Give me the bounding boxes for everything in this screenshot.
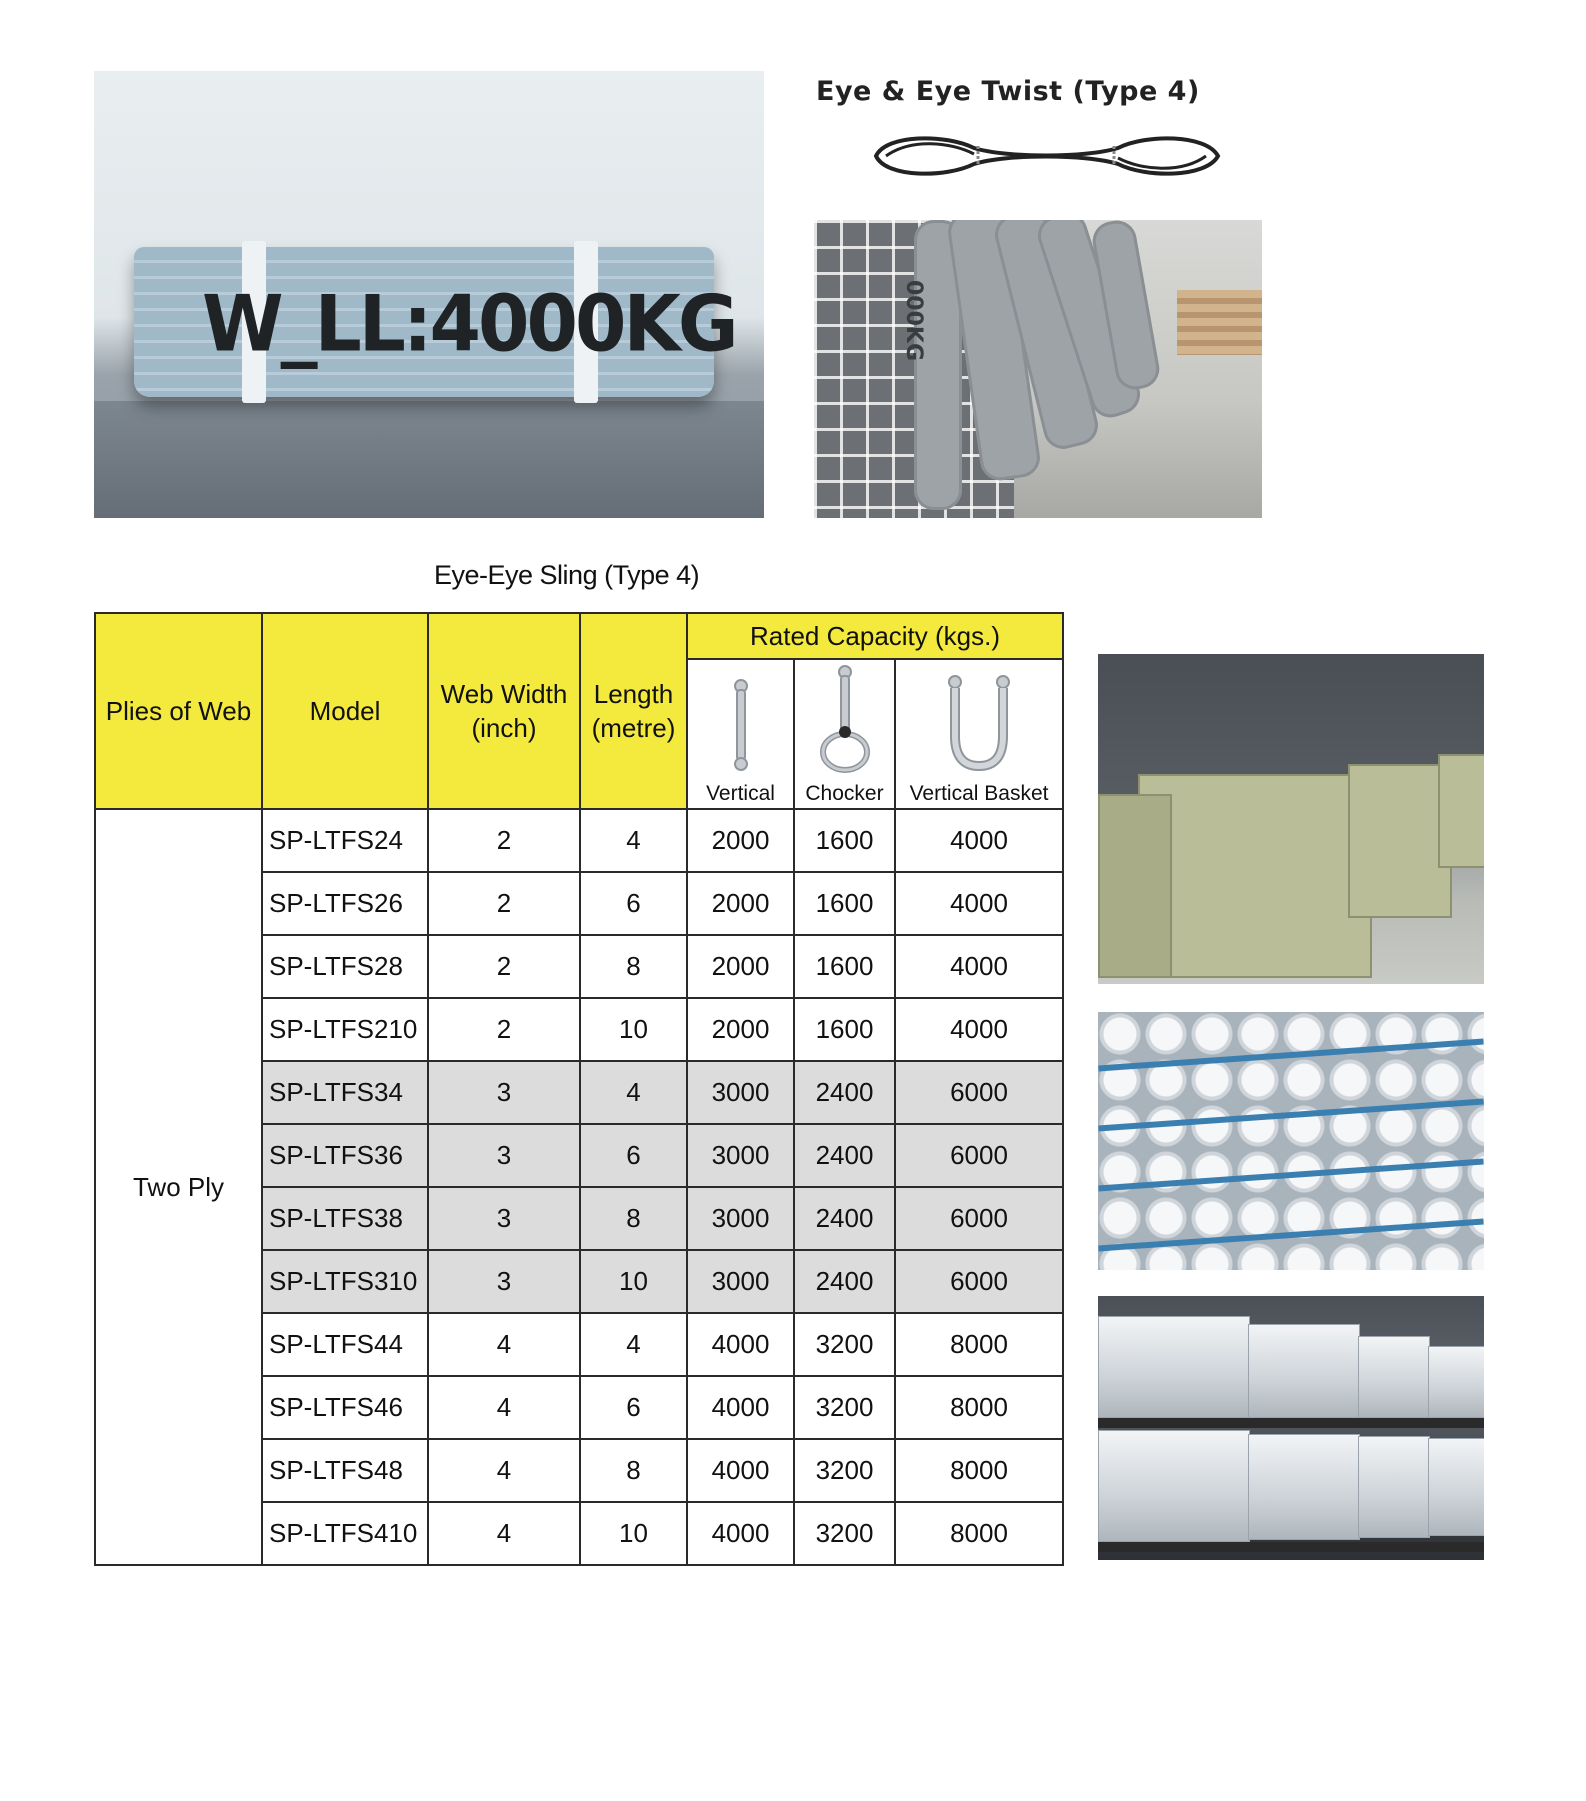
chocker-cell: 3200 bbox=[794, 1439, 895, 1502]
basket-cell: 6000 bbox=[895, 1250, 1063, 1313]
chocker-cell: 1600 bbox=[794, 935, 895, 998]
basket-cell: 8000 bbox=[895, 1376, 1063, 1439]
model-cell: SP-LTFS24 bbox=[262, 809, 428, 872]
product-photo-rack bbox=[814, 220, 1262, 518]
photo-pallet-skid bbox=[1098, 1418, 1484, 1428]
basket-cell: 4000 bbox=[895, 872, 1063, 935]
choker-hitch-icon bbox=[815, 664, 875, 774]
basket-cell: 4000 bbox=[895, 998, 1063, 1061]
length-cell: 10 bbox=[580, 1250, 687, 1313]
chocker-cell: 2400 bbox=[794, 1124, 895, 1187]
header-web-width bbox=[428, 613, 580, 809]
basket-cell: 4000 bbox=[895, 809, 1063, 872]
photo-loom-machine bbox=[1348, 764, 1452, 918]
header-vertical-basket-label: Vertical Basket bbox=[909, 782, 1049, 805]
vertical-cell: 3000 bbox=[687, 1250, 794, 1313]
factory-photo-pallets bbox=[1098, 1296, 1484, 1560]
width-cell: 2 bbox=[428, 809, 580, 872]
header-chocker bbox=[794, 659, 895, 809]
basket-cell: 6000 bbox=[895, 1124, 1063, 1187]
photo-wrapped-pallet bbox=[1098, 1430, 1250, 1542]
basket-cell: 8000 bbox=[895, 1313, 1063, 1376]
photo-pallet bbox=[1177, 290, 1262, 355]
header-vertical bbox=[687, 659, 794, 809]
header-vertical-label: Vertical bbox=[706, 782, 775, 805]
basket-cell: 8000 bbox=[895, 1502, 1063, 1565]
factory-photo-looms bbox=[1098, 654, 1484, 984]
basket-cell: 4000 bbox=[895, 935, 1063, 998]
basket-cell: 6000 bbox=[895, 1061, 1063, 1124]
model-cell: SP-LTFS34 bbox=[262, 1061, 428, 1124]
width-cell: 3 bbox=[428, 1187, 580, 1250]
chocker-cell: 2400 bbox=[794, 1187, 895, 1250]
photo-wrapped-pallet bbox=[1428, 1346, 1484, 1418]
chocker-cell: 3200 bbox=[794, 1376, 895, 1439]
header-length bbox=[580, 613, 687, 809]
photo-webbing-sling bbox=[134, 247, 736, 397]
vertical-cell: 4000 bbox=[687, 1313, 794, 1376]
header-length-line1: Length bbox=[593, 679, 674, 709]
photo-pallet-skid bbox=[1098, 1542, 1484, 1552]
width-cell: 3 bbox=[428, 1061, 580, 1124]
header-length-line2: (metre) bbox=[591, 713, 676, 743]
length-cell: 6 bbox=[580, 872, 687, 935]
width-cell: 4 bbox=[428, 1439, 580, 1502]
width-cell: 2 bbox=[428, 935, 580, 998]
length-cell: 10 bbox=[580, 1502, 687, 1565]
model-cell: SP-LTFS36 bbox=[262, 1124, 428, 1187]
header-chocker-label: Chocker bbox=[805, 782, 884, 805]
vertical-cell: 3000 bbox=[687, 1124, 794, 1187]
length-cell: 8 bbox=[580, 935, 687, 998]
table-row bbox=[95, 809, 1063, 872]
photo-wrapped-pallet bbox=[1428, 1438, 1484, 1536]
header-rated-capacity: Rated Capacity (kgs.) bbox=[687, 613, 1063, 659]
width-cell: 2 bbox=[428, 998, 580, 1061]
model-cell: SP-LTFS38 bbox=[262, 1187, 428, 1250]
model-cell: SP-LTFS210 bbox=[262, 998, 428, 1061]
chocker-cell: 3200 bbox=[794, 1313, 895, 1376]
photo-wrapped-pallet bbox=[1248, 1434, 1360, 1540]
plies-cell: Two Ply bbox=[95, 809, 262, 1565]
length-cell: 4 bbox=[580, 1061, 687, 1124]
vertical-cell: 2000 bbox=[687, 809, 794, 872]
header-model: Model bbox=[262, 613, 428, 809]
header-web-width-line1: Web Width bbox=[440, 679, 568, 709]
basket-cell: 8000 bbox=[895, 1439, 1063, 1502]
photo-table-surface bbox=[94, 401, 764, 518]
width-cell: 4 bbox=[428, 1313, 580, 1376]
factory-photo-yarn-spools bbox=[1098, 1012, 1484, 1270]
photo-loom-machine bbox=[1098, 794, 1172, 978]
model-cell: SP-LTFS410 bbox=[262, 1502, 428, 1565]
width-cell: 3 bbox=[428, 1124, 580, 1187]
length-cell: 4 bbox=[580, 1313, 687, 1376]
photo-sling-label: W_LL:4000KG bbox=[202, 278, 736, 370]
chocker-cell: 1600 bbox=[794, 809, 895, 872]
vertical-cell: 3000 bbox=[687, 1187, 794, 1250]
width-cell: 4 bbox=[428, 1502, 580, 1565]
vertical-cell: 2000 bbox=[687, 998, 794, 1061]
chocker-cell: 1600 bbox=[794, 998, 895, 1061]
header-plies: Plies of Web bbox=[95, 613, 262, 809]
width-cell: 3 bbox=[428, 1250, 580, 1313]
model-cell: SP-LTFS28 bbox=[262, 935, 428, 998]
model-cell: SP-LTFS26 bbox=[262, 872, 428, 935]
chocker-cell: 1600 bbox=[794, 872, 895, 935]
length-cell: 6 bbox=[580, 1124, 687, 1187]
chocker-cell: 2400 bbox=[794, 1061, 895, 1124]
length-cell: 8 bbox=[580, 1439, 687, 1502]
chocker-cell: 3200 bbox=[794, 1502, 895, 1565]
vertical-cell: 4000 bbox=[687, 1376, 794, 1439]
photo-wrapped-pallet bbox=[1358, 1336, 1430, 1418]
eye-eye-twist-diagram bbox=[856, 128, 1236, 184]
spec-table bbox=[94, 612, 1064, 1566]
vertical-cell: 2000 bbox=[687, 935, 794, 998]
header-web-width-line2: (inch) bbox=[471, 713, 537, 743]
vertical-cell: 2000 bbox=[687, 872, 794, 935]
basket-cell: 6000 bbox=[895, 1187, 1063, 1250]
width-cell: 4 bbox=[428, 1376, 580, 1439]
model-cell: SP-LTFS46 bbox=[262, 1376, 428, 1439]
basket-hitch-icon bbox=[939, 674, 1019, 774]
vertical-cell: 4000 bbox=[687, 1502, 794, 1565]
photo-wrapped-pallet bbox=[1098, 1316, 1250, 1418]
length-cell: 4 bbox=[580, 809, 687, 872]
width-cell: 2 bbox=[428, 872, 580, 935]
vertical-hitch-icon bbox=[726, 678, 756, 774]
header-vertical-basket bbox=[895, 659, 1063, 809]
product-photo-sling bbox=[94, 71, 764, 518]
model-cell: SP-LTFS310 bbox=[262, 1250, 428, 1313]
table-title: Eye-Eye Sling (Type 4) bbox=[434, 560, 700, 590]
photo-loom-machine bbox=[1438, 754, 1484, 868]
photo-wrapped-pallet bbox=[1248, 1324, 1360, 1418]
length-cell: 6 bbox=[580, 1376, 687, 1439]
chocker-cell: 2400 bbox=[794, 1250, 895, 1313]
model-cell: SP-LTFS48 bbox=[262, 1439, 428, 1502]
vertical-cell: 3000 bbox=[687, 1061, 794, 1124]
photo-wrapped-pallet bbox=[1358, 1436, 1430, 1538]
photo-rack-label: 000KG bbox=[901, 280, 926, 362]
vertical-cell: 4000 bbox=[687, 1439, 794, 1502]
model-cell: SP-LTFS44 bbox=[262, 1313, 428, 1376]
length-cell: 8 bbox=[580, 1187, 687, 1250]
length-cell: 10 bbox=[580, 998, 687, 1061]
photo-loom-machine bbox=[1138, 774, 1372, 978]
twist-title: Eye & Eye Twist (Type 4) bbox=[816, 76, 1200, 107]
